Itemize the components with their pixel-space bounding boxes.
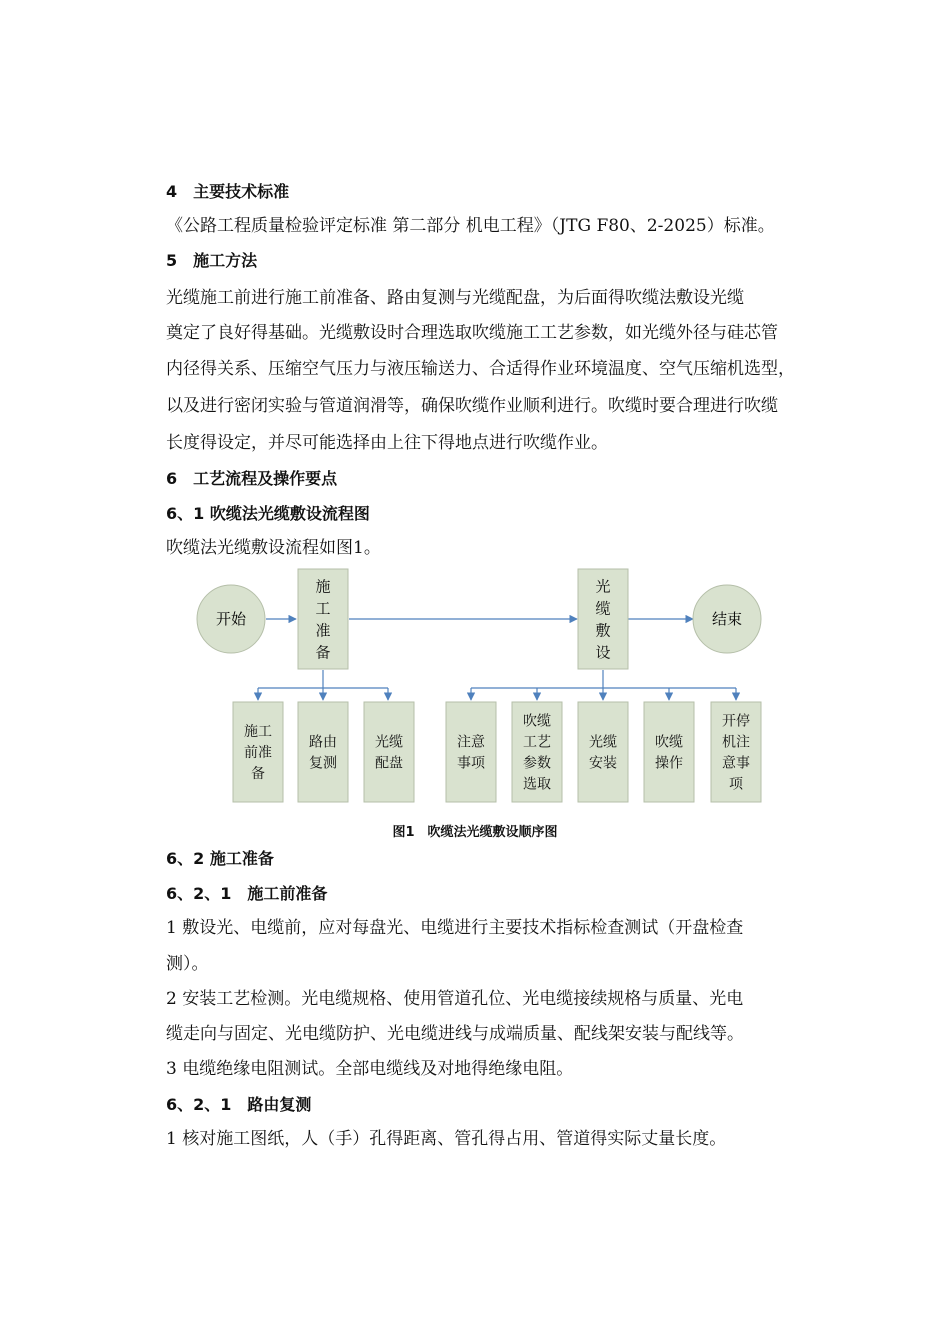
paragraph-line: 光缆施工前进行施工前准备、路由复测与光缆配盘，为后面得吹缆法敷设光缆 [166,288,744,308]
flow-box-text: 备 [315,643,331,662]
flow-box-text: 开停 [722,713,750,730]
flow-box-text: 路由 [309,734,337,751]
flow-box-text: 吹缆 [655,734,683,751]
flow-box-text: 安装 [589,755,617,772]
section-6-2-1-route-heading: 6、2、1 路由复测 [166,1095,312,1114]
flow-box-text: 参数 [523,755,551,772]
flow-box-text: 备 [251,766,265,783]
flow-box-text: 事项 [457,755,485,772]
item-2-line-2: 缆走向与固定、光电缆防护、光电缆进线与成端质量、配线架安装与配线等。 [166,1024,744,1044]
paragraph-line: 内径得关系、压缩空气压力与液压输送力、合适得作业环境温度、空气压缩机选型， [166,359,795,379]
flow-child-box [644,702,694,802]
paragraph-line: 长度得设定，并尽可能选择由上往下得地点进行吹缆作业。 [166,433,608,453]
flow-box-text: 准 [315,621,331,640]
end-label: 结束 [711,610,743,628]
flow-box-text: 光缆 [375,734,403,751]
figure-caption: 图1 吹缆法光缆敷设顺序图 [392,825,558,840]
section-5-heading: 5 施工方法 [166,251,258,270]
flow-box-text: 前准 [244,745,272,762]
item-2-line-1: 2 安装工艺检测。光电缆规格、使用管道孔位、光电缆接续规格与质量、光电 [166,989,744,1009]
flow-box-text: 敷 [595,621,611,640]
section-4-text: 《公路工程质量检验评定标准 第二部分 机电工程》（JTG F80、2-2025）标准。 [166,216,775,236]
flow-box-text: 机注 [722,734,750,751]
flow-box-text: 缆 [595,599,611,618]
section-4-heading: 4 主要技术标准 [166,182,290,201]
flow-box-text: 意事 [722,755,750,772]
flow-box-text: 操作 [655,755,683,772]
flow-child-box [298,702,348,802]
flow-box-text: 设 [595,643,611,662]
flow-box-text: 光 [595,577,611,596]
flow-box-text: 注意 [457,734,485,751]
flow-box-text: 施 [315,577,331,596]
item-1-line-1: 1 敷设光、电缆前，应对每盘光、电缆进行主要技术指标检查测试（开盘检查 [166,918,744,938]
flow-box-text: 复测 [309,755,337,772]
route-item-1: 1 核对施工图纸，人（手）孔得距离、管孔得占用、管道得实际丈量长度。 [166,1129,727,1149]
flow-box-text: 配盘 [375,755,403,772]
flow-box-text: 工艺 [523,734,551,751]
paragraph-line: 奠定了良好得基础。光缆敷设时合理选取吹缆施工工艺参数，如光缆外径与硅芯管 [166,323,778,343]
flow-box-text: 吹缆 [523,713,551,730]
section-6-2-1-heading: 6、2、1 施工前准备 [166,884,328,903]
section-6-1-text: 吹缆法光缆敷设流程如图1。 [166,538,381,558]
item-3: 3 电缆绝缘电阻测试。全部电缆线及对地得绝缘电阻。 [166,1059,574,1079]
child-boxes [233,702,761,802]
section-6-1-heading: 6、1 吹缆法光缆敷设流程图 [166,504,370,523]
item-1-line-2: 测）。 [166,954,209,974]
flow-child-box [578,702,628,802]
flow-box-text: 选取 [523,776,551,793]
section-6-2-heading: 6、2 施工准备 [166,849,274,868]
flow-box-text: 项 [729,776,743,793]
flow-box-text: 工 [315,599,331,618]
paragraph-line: 以及进行密闭实验与管道润滑等，确保吹缆作业顺利进行。吹缆时要合理进行吹缆 [166,396,778,416]
section-6-heading: 6 工艺流程及操作要点 [166,469,338,488]
flow-box-text: 施工 [244,724,272,741]
flow-box-text: 光缆 [589,734,617,751]
flow-child-box [446,702,496,802]
flow-child-box [364,702,414,802]
start-label: 开始 [215,610,247,628]
